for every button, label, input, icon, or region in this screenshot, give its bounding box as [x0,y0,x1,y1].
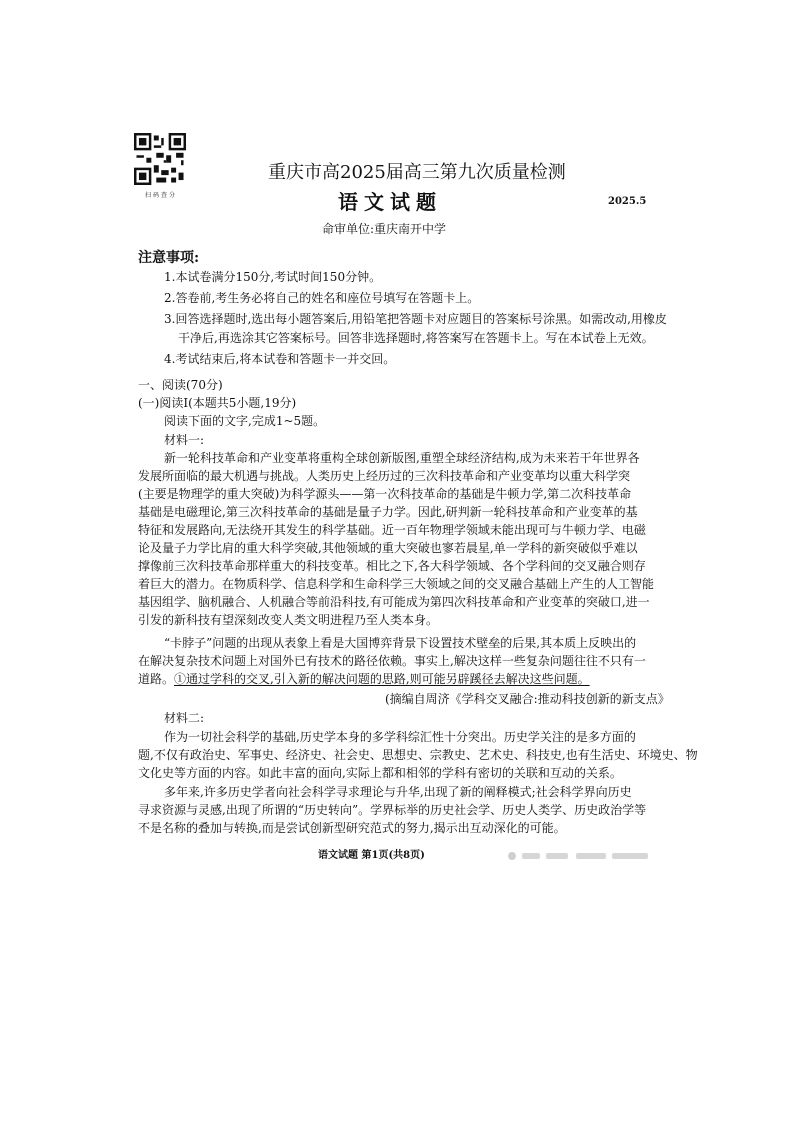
exam-date: 2025.5 [608,196,647,207]
material1-line: 特征和发展路向,无法绕开其发生的科学基础。近一百年物理学领域未能出现可与牛顿力学、电磁 [138,523,646,537]
qr-caption: 扫码查分 [144,192,177,199]
note-item: 3.回答选择题时,选出每小题答案后,用铅笔把答题卡对应题目的答案标号涂黑。如需改动,用橡皮 [164,312,667,326]
material1-line: 基础是电磁理论,第三次科技革命的基础是量子力学。因此,研判新一轮科技革命和产业变革的基 [138,505,638,519]
material1-line: 撑像前三次科技革命那样重大的科技变革。相比之下,各大科学领域、各个学科间的交叉融合则存 [138,559,646,573]
material2-line: 不是名称的叠加与转换,而是尝试创新型研究范式的努力,揭示出互动深化的可能。 [138,821,566,835]
material1-line: 新一轮科技革命和产业变革将重构全球创新版图,重塑全球经济结构,成为未来若干年世界各 [164,451,640,465]
note-item: 2.答卷前,考生务必将自己的姓名和座位号填写在答题卡上。 [164,291,480,305]
underlined-sentence: ①通过学科的交叉,引入新的解决问题的思路,则可能另辟蹊径去解决这些问题。 [174,672,590,686]
material1-line: “卡脖子”问题的出现从表象上看是大国博弈背景下设置技术壁垒的后果,其本质上反映出的 [164,636,637,650]
material2-line: 多年来,许多历史学者向社会科学寻求理论与升华,出现了新的阐释模式;社会科学界向历史 [164,785,632,799]
material1-line: 发展所面临的最大机遇与挑战。人类历史上经历过的三次科技革命和产业变革均以重大科学突 [138,469,631,483]
faint-watermark [506,850,656,862]
material1-line: 基因组学、脑机融合、人机融合等前沿科技,有可能成为第四次科技革命和产业变革的突破口,进一 [138,595,650,609]
note-item: 1.本试卷满分150分,考试时间150分钟。 [164,270,382,284]
material2-line: 作为一切社会科学的基础,历史学本身的多学科综汇性十分突出。历史学关注的是多方面的 [164,730,636,744]
qr-code-icon [134,133,186,185]
exam-title: 重庆市高2025届高三第九次质量检测 [268,162,566,183]
material1-line: 着巨大的潜力。在物质科学、信息科学和生命科学三大领域之间的交叉融合基础上产生的人工智能 [138,577,655,591]
subject-title: 语文试题 [338,190,442,214]
material1-line: (主要是物理学的重大突破)为科学源头——第一次科技革命的基础是牛顿力学,第二次科技革命 [138,487,632,501]
material1-line: 道路。 [138,672,175,686]
page-footer: 语文试题 第1页(共8页) [318,850,425,861]
material1-label: 材料一: [164,433,205,447]
material1-line: 引发的新科技有望深刻改变人类文明进程乃至人类本身。 [138,613,439,627]
note-item: 4.考试结束后,将本试卷和答题卡一并交回。 [164,352,396,366]
section-title: 一、阅读(70分) [138,378,223,392]
note-item: 干净后,再选涂其它答案标号。回答非选择题时,将答案写在答题卡上。写在本试卷上无效。 [178,331,654,345]
material1-source: (摘编自周济《学科交叉融合:推动科技创新的新支点》 [385,692,670,706]
material2-line: 文化史等方面的内容。如此丰富的面向,实际上都和相邻的学科有密切的关联和互动的关系。 [138,766,622,780]
material2-label: 材料二: [164,711,205,725]
section-subtitle: (一)阅读Ⅰ(本题共5小题,19分) [138,396,297,410]
material1-line: 论及量子力学比肩的重大科学突破,其他领域的重大突破也寥若晨星,单一学科的新突破似乎难以 [138,541,638,555]
material2-line: 题,不仅有政治史、军事史、经济史、社会史、思想史、宗教史、艺术史、科技史,也有生活史、环境史、物 [138,748,698,762]
material1-last-line [138,672,590,686]
material2-line: 寻求资源与灵感,出现了所谓的“历史转向”。学界标举的历史社会学、历史人类学、历史政治学等 [138,803,647,817]
section-instruction: 阅读下面的文字,完成1~5题。 [164,414,326,428]
compiler-unit: 命审单位:重庆南开中学 [322,222,447,236]
notes-heading: 注意事项: [138,250,200,266]
material1-line: 在解决复杂技术问题上对国外已有技术的路径依赖。事实上,解决这样一些复杂问题往往不只有一 [138,654,646,668]
